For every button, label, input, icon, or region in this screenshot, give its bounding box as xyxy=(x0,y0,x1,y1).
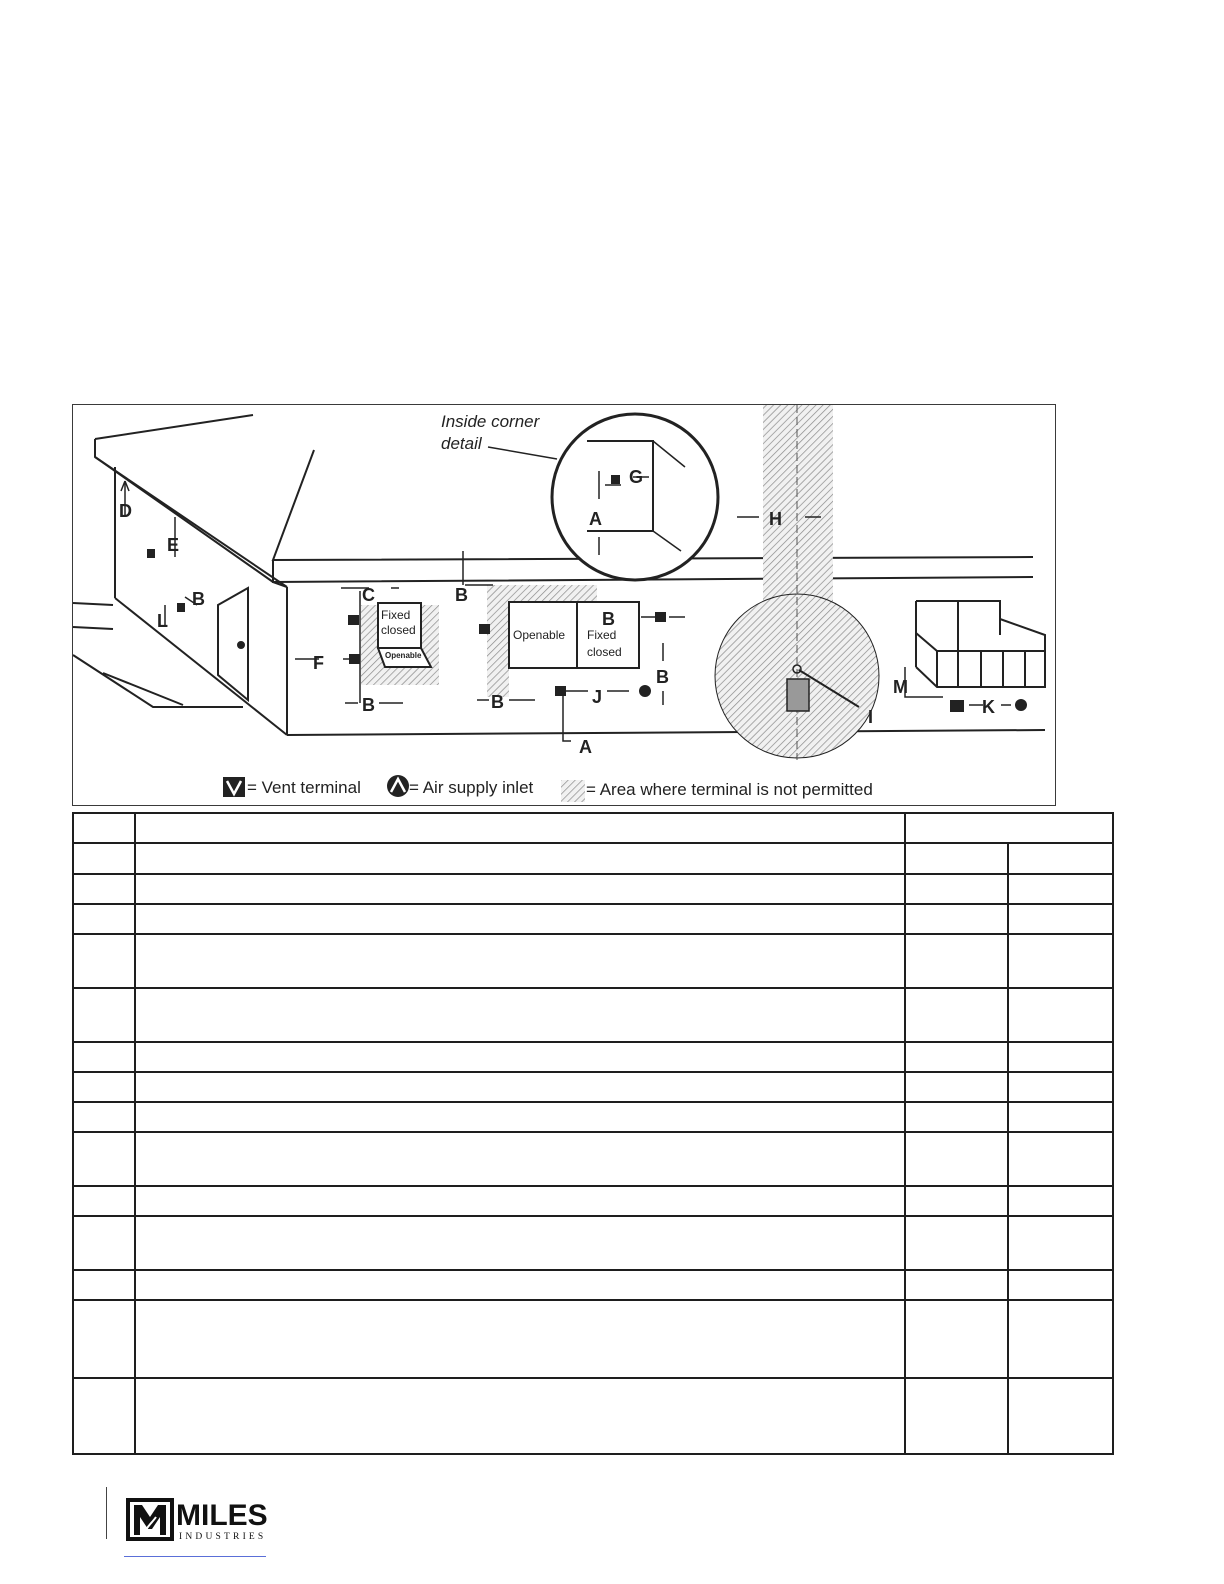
table-cell xyxy=(905,904,1008,934)
table-cell xyxy=(73,1378,135,1454)
label-g: G xyxy=(629,467,644,487)
table-row xyxy=(73,904,1113,934)
table-cell xyxy=(905,1378,1008,1454)
table-cell xyxy=(135,843,905,874)
table-row xyxy=(73,1042,1113,1072)
table-cell xyxy=(1008,1102,1113,1132)
table-cell xyxy=(135,934,905,988)
label-b-top: B xyxy=(455,585,468,605)
table-row xyxy=(73,1072,1113,1102)
window-mid-right-line1: Fixed xyxy=(587,628,617,642)
window-left-tab: Openable xyxy=(385,651,422,660)
table-cell xyxy=(905,1186,1008,1216)
label-m: M xyxy=(893,677,908,697)
table-cell xyxy=(73,1216,135,1270)
diagram-legend xyxy=(223,775,873,802)
table-cell xyxy=(73,1300,135,1378)
label-c: C xyxy=(362,585,375,605)
logo-word: MILES xyxy=(176,1499,268,1532)
table-cell xyxy=(905,1270,1008,1300)
table-cell xyxy=(1008,1216,1113,1270)
table-cell xyxy=(1008,1186,1113,1216)
table-cell xyxy=(73,1270,135,1300)
table-cell xyxy=(135,1072,905,1102)
label-e: E xyxy=(167,535,180,555)
table-cell xyxy=(905,1132,1008,1186)
table-cell xyxy=(1008,1042,1113,1072)
label-k: K xyxy=(982,697,995,717)
vent-terminal-icon xyxy=(479,624,490,634)
label-d: D xyxy=(119,501,132,521)
inset-title-line1: Inside corner xyxy=(441,412,540,431)
table-row xyxy=(73,1102,1113,1132)
vent-terminal-icon xyxy=(147,549,155,558)
table-cell xyxy=(1008,904,1113,934)
table-cell xyxy=(135,1186,905,1216)
table-cell xyxy=(73,813,135,843)
window-openable-fixed xyxy=(509,602,639,668)
table-cell xyxy=(135,1270,905,1300)
inside-corner-inset xyxy=(441,412,718,580)
table-row xyxy=(73,1216,1113,1270)
table-cell xyxy=(73,1102,135,1132)
table-cell xyxy=(73,1042,135,1072)
label-b-left: B xyxy=(362,695,375,715)
table-cell xyxy=(1008,934,1113,988)
table-row xyxy=(73,1378,1113,1454)
air-supply-icon xyxy=(1015,699,1027,711)
air-supply-icon xyxy=(639,685,651,697)
window-left-line1: Fixed xyxy=(381,608,411,622)
table-cell xyxy=(1008,1300,1113,1378)
table-cell xyxy=(135,874,905,904)
deck-structure xyxy=(916,601,1045,687)
table-cell xyxy=(135,988,905,1042)
legend-vent: = Vent terminal xyxy=(247,778,361,797)
label-j: J xyxy=(592,687,603,707)
table-cell xyxy=(905,1072,1008,1102)
table-header-row xyxy=(73,813,1113,843)
table-row xyxy=(73,1300,1113,1378)
table-cell xyxy=(905,813,1113,843)
table-row xyxy=(73,874,1113,904)
table-cell xyxy=(135,904,905,934)
table-cell xyxy=(1008,1132,1113,1186)
footer-link-underline[interactable] xyxy=(124,1556,266,1557)
table-cell xyxy=(1008,1378,1113,1454)
label-h: H xyxy=(769,509,782,529)
logo-mark-icon xyxy=(126,1498,174,1541)
table-cell xyxy=(905,988,1008,1042)
vent-terminal-icon xyxy=(177,603,185,612)
table-cell xyxy=(1008,843,1113,874)
table-cell xyxy=(1008,874,1113,904)
label-b-wall: B xyxy=(192,589,205,609)
table-row xyxy=(73,1132,1113,1186)
inset-title-line2: detail xyxy=(441,434,482,453)
table-cell xyxy=(135,1300,905,1378)
table-row xyxy=(73,1270,1113,1300)
table-cell xyxy=(73,843,135,874)
table-row xyxy=(73,988,1113,1042)
table-cell xyxy=(73,874,135,904)
table-cell xyxy=(905,843,1008,874)
table-cell xyxy=(1008,1270,1113,1300)
table-cell xyxy=(1008,1072,1113,1102)
label-f: F xyxy=(313,653,324,673)
vent-terminal-icon xyxy=(348,615,359,625)
table-cell xyxy=(73,1072,135,1102)
legend-area: = Area where terminal is not permitted xyxy=(586,780,873,799)
legend-air: = Air supply inlet xyxy=(409,778,534,797)
vent-terminal-icon xyxy=(611,475,620,484)
vent-terminal-icon xyxy=(950,700,964,712)
label-b-mid: B xyxy=(491,692,504,712)
table-cell xyxy=(905,874,1008,904)
table-row xyxy=(73,934,1113,988)
vent-terminal-icon xyxy=(349,654,360,664)
vent-terminal-icon xyxy=(555,686,566,696)
table-cell xyxy=(905,1042,1008,1072)
table-cell xyxy=(905,1216,1008,1270)
table-row xyxy=(73,1186,1113,1216)
table-cell xyxy=(135,1216,905,1270)
vent-terminal-icon xyxy=(223,777,245,797)
miles-industries-logo xyxy=(106,1487,306,1552)
window-mid-left-label: Openable xyxy=(513,628,566,642)
table-cell xyxy=(905,934,1008,988)
table-cell xyxy=(135,1042,905,1072)
table-cell xyxy=(73,988,135,1042)
window-mid-right-line2: closed xyxy=(587,645,622,659)
table-cell xyxy=(73,934,135,988)
table-cell xyxy=(135,813,905,843)
vent-clearance-diagram xyxy=(72,404,1056,806)
table-cell xyxy=(135,1102,905,1132)
table-cell xyxy=(905,1300,1008,1378)
table-cell xyxy=(905,1102,1008,1132)
table-subheader-row xyxy=(73,843,1113,874)
table-cell xyxy=(135,1378,905,1454)
vent-terminal-icon xyxy=(655,612,666,622)
window-left-line2: closed xyxy=(381,623,416,637)
logo-subword: INDUSTRIES xyxy=(179,1532,267,1542)
table-cell xyxy=(73,1186,135,1216)
label-a: A xyxy=(579,737,592,757)
label-b-window: B xyxy=(602,609,615,629)
table-cell xyxy=(1008,988,1113,1042)
label-l: L xyxy=(157,611,168,631)
hatch-swatch xyxy=(561,780,585,802)
table-cell xyxy=(73,904,135,934)
table-cell xyxy=(73,1132,135,1186)
clearance-table xyxy=(72,812,1114,1455)
label-i: I xyxy=(868,707,874,727)
table-cell xyxy=(135,1132,905,1186)
label-b-right: B xyxy=(656,667,669,687)
air-supply-icon xyxy=(387,775,409,797)
label-a-inset: A xyxy=(589,509,602,529)
